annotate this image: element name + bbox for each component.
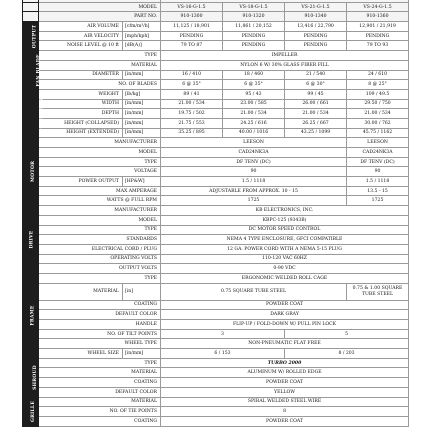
part-cell: 910-1300 [161,12,223,22]
fan-blade-row: DIAMETER [in/mm] 16 / 410 18 / 460 21 / 540 24 / 610 [23,70,409,80]
frame-row: WHEEL TYPE NON-PNEUMATIC FLAT FREE [23,339,409,349]
model-cell: VS-18-G-1.5 [223,2,285,12]
spec-table [22,0,409,427]
fan-blade-row: NO. OF BLADES 6 @ 35° 6 @ 35° 6 @ 30° 8 @ 25° [23,80,409,90]
dimensions-row: HEIGHT (EXTENDED) [in/mm] 35.25 / 895 40.00 / 1016 43.25 / 1099 45.75 / 1162 [23,128,409,138]
shroud-row: DEFAULT COLOR YELLOW [23,387,409,397]
model-cell: VS-16-G-1.5 [161,2,223,12]
motor-row: WATTS @ FULL RPM 1725 1725 [23,196,409,206]
output-row: NOISE LEVEL @ 10 ft [dB(A)] 79 TO 87 PENDING PENDING 79 TO 93 [23,41,409,51]
frame-row: COATING POWDER COAT [23,300,409,310]
section-label-drive: DRIVE [23,206,39,274]
motor-row: VOLTAGE 90 90 [23,167,409,177]
motor-row: MODEL CAD24NK3A CAD24NK3A [23,148,409,158]
part-cell: 910-1360 [347,12,409,22]
frame-row: MATERIAL [in] 0.75 SQUARE TUBE STEEL 0.75 & 1.00 SQUARE TUBE STEEL [23,283,409,300]
fan-blade-row: FAN BLADE TYPE IMPELLER [23,51,409,61]
drive-row: ELECTRICAL CORD / PLUG 12 GA. POWER CORD WITH A NEMA 5-15 PLUG [23,244,409,254]
dimensions-row: WIDTH [in/mm] 21.00 / 534 23.00 / 585 26.00 / 661 29.50 / 750 [23,99,409,109]
shroud-row: MATERIAL ALUMINUM W/ ROLLED EDGE [23,368,409,378]
section-label-dimensions: DIMENSIONS [23,89,39,137]
part-row [23,12,409,22]
motor-row: MOTOR MANUFACTURER LEESON LEESON [23,138,409,148]
model-row [23,2,409,12]
section-label-output: OUTPUT [23,22,39,51]
frame-row: HANDLE FLIP-UP / FOLD-DOWN W/ PULL PIN LOCK [23,320,409,330]
section-label-fan-blade: FAN BLADE [23,51,39,90]
motor-row: POWER OUTPUT [HP&W] 1.5 / 1118 1.5 / 1118 [23,177,409,187]
drive-row: TYPE DC MOTOR SPEED CONTROL [23,225,409,235]
drive-row: STANDARDS NEMA 4 TYPE ENCLOSURE, GFCI COMPATIBLE [23,235,409,245]
model-cell: VS-24-G-1.5 [347,2,409,12]
frame-row: DEFAULT COLOR DARK GRAY [23,310,409,320]
motor-row: MAX AMPERAGE ADJUSTABLE FROM APPROX. 10 - 15 13.5 - 15 [23,186,409,196]
spec-sheet [22,0,408,427]
grille-row: COATING POWDER COAT [23,416,409,426]
part-cell: 910-1320 [223,12,285,22]
grille-row: NO. OF TIE POINTS 8 [23,407,409,417]
frame-row: FRAME TYPE ERGONOMIC WELDED ROLL CAGE [23,273,409,283]
part-cell: 910-1340 [285,12,347,22]
drive-row: MODEL KBPC-125 (9343B) [23,215,409,225]
dimensions-row: DEPTH [in/mm] 19.75 / 502 21.00 / 534 21.00 / 534 21.00 / 534 [23,109,409,119]
model-label: MODEL [39,2,161,12]
drive-row: OPERATING VOLTS 110-120 VAC 60HZ [23,254,409,264]
dimensions-row: HEIGHT (COLLAPSED) [in/mm] 21.75 / 553 24.25 / 616 26.25 / 667 30.00 / 762 [23,118,409,128]
output-row: AIR VELOCITY [mph/kph] PENDING PENDING PENDING PENDING [23,31,409,41]
section-label-motor: MOTOR [23,138,39,206]
dimensions-row: DIMENSIONS WEIGHT [lb/kg] 89 / 41 95 / 43 99 / 45 109 / 49.5 [23,89,409,99]
shroud-row: SHROUD TYPE TURBO 2000 [23,358,409,368]
model-cell: VS-21-G-1.5 [285,2,347,12]
frame-row: WHEEL SIZE [in/mm] 6 / 153 8 / 203 [23,349,409,359]
section-label-shroud: SHROUD [23,358,39,397]
fan-blade-row: MATERIAL NYLON 6 W/ 30% GLASS FIBER FILL [23,60,409,70]
section-label-grille: GRILLE [23,397,39,426]
frame-row: NO. OF TILT POINTS 3 5 [23,329,409,339]
motor-row: TYPE DF TENV (DC) DF TENV (DC) [23,157,409,167]
grille-row: GRILLE MATERIAL SPIRAL WELDED STEEL WIRE [23,397,409,407]
section-label-frame: FRAME [23,273,39,358]
drive-row: OUTPUT VOLTS 0-90 VDC [23,264,409,274]
part-label: PART NO. [39,12,161,22]
drive-row: DRIVE MANUFACTURER KB ELECTRONICS, INC. [23,206,409,216]
output-row: OUTPUT AIR VOLUME [cfm/m³/h] 11,125 / 18,901 11,861 / 20,152 13,416 / 22,790 12,901 / 21,919 [23,22,409,32]
shroud-row: COATING POWDER COAT [23,378,409,388]
